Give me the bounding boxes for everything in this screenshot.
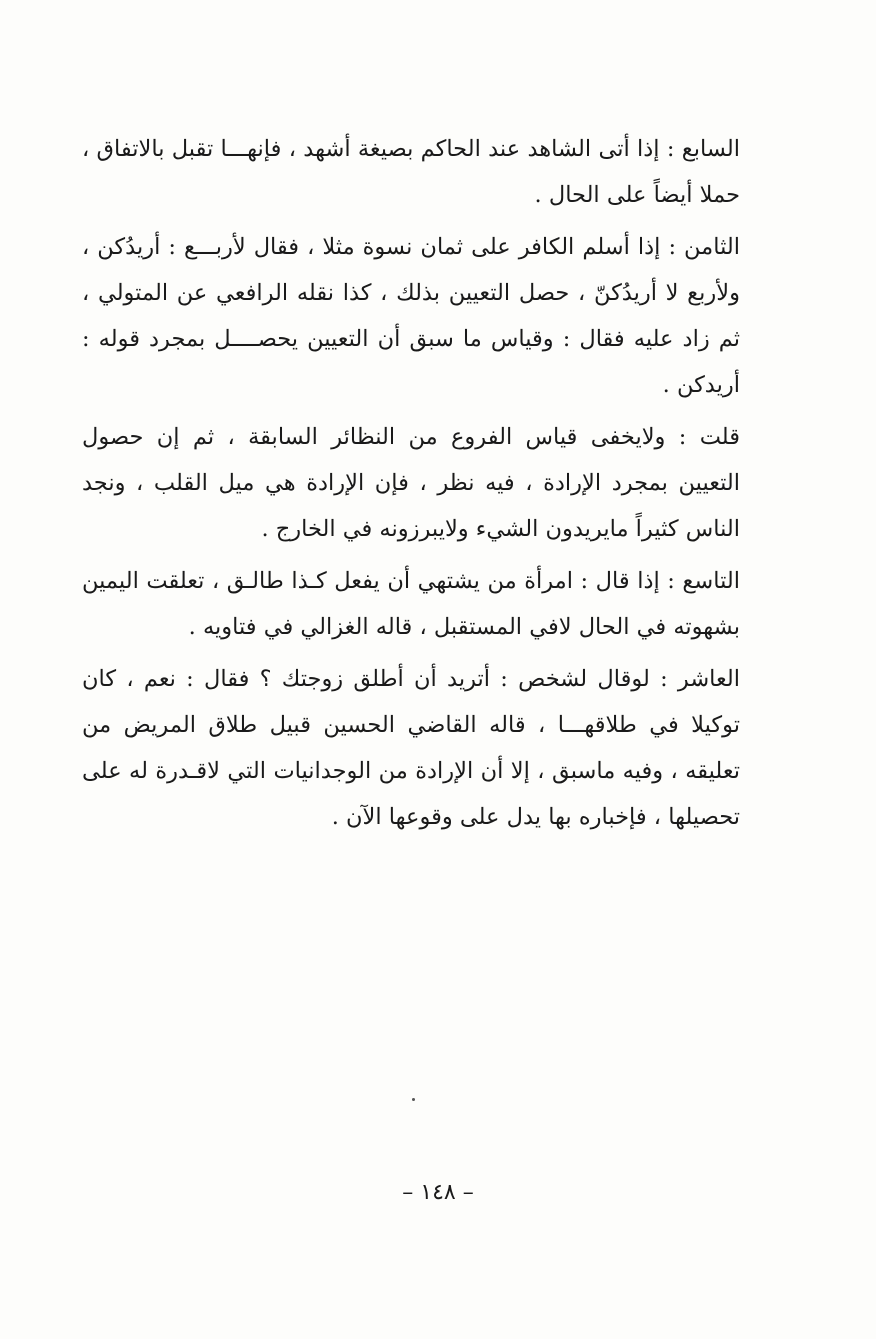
paragraph-seventh: السابع : إذا أتى الشاهد عند الحاكم بصيغة أشهد ، فإنهـــا تقبل بالاتفاق ، حملا أيضاً على الحال .: [82, 136, 740, 208]
speck-mark: [412, 1098, 415, 1101]
paragraph-comment: قلت : ولايخفى قياس الفروع من النظائر السابقة ، ثم إن حصول التعيين بمجرد الإرادة ، فيه نظر ، فإن الإرادة هي ميل القلب ، ونجد الناس كثيراً مايريدون الشيء ولايبرزونه في الخارج .: [82, 424, 740, 542]
paragraph-eighth: الثامن : إذا أسلم الكافر على ثمان نسوة مثلا ، فقال لأربـــع : أريدُكن ، ولأربع لا أريدُكنّ ، حصل التعيين بذلك ، كذا نقله الرافعي عن المتولي ، ثم زاد عليه فقال : وقياس ما سبق أن التعيين يحصــــل بمجرد قوله : أريدكن .: [82, 234, 740, 398]
paragraph-ninth: التاسع : إذا قال : امرأة من يشتهي أن يفعل كـذا طالـق ، تعلقت اليمين بشهوته في الحال لافي المستقبل ، قاله الغزالي في فتاويه .: [82, 568, 740, 640]
page-number: – ١٤٨ –: [402, 1180, 474, 1205]
paragraph-tenth: العاشر : لوقال لشخص : أتريد أن أطلق زوجتك ؟ فقال : نعم ، كان توكيلا في طلاقهـــا ، قاله القاضي الحسين قبيل طلاق المريض من تعليقه ، وفيه ماسبق ، إلا أن الإرادة من الوجدانيات التي لاقـدرة له على تحصيلها ، فإخباره بها يدل على وقوعها الآن .: [82, 666, 740, 830]
body-text: [82, 126, 740, 846]
